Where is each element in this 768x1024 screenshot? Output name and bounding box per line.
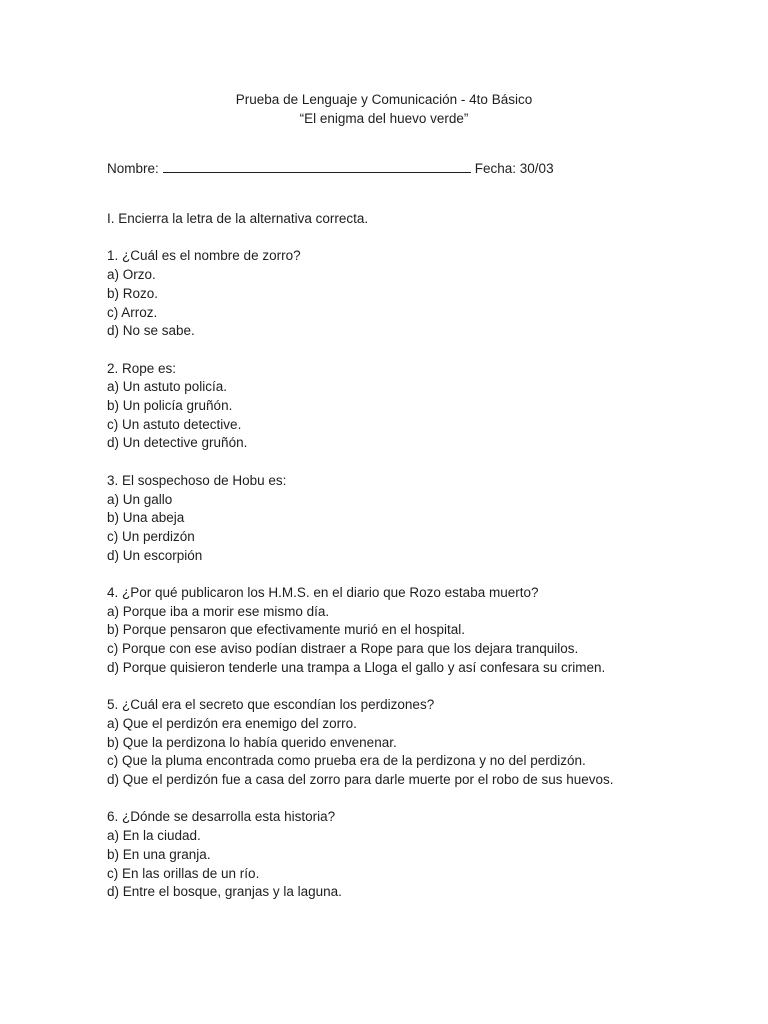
exam-content xyxy=(107,210,614,921)
option-a: a) Un gallo xyxy=(107,491,173,507)
name-blank-line xyxy=(163,159,471,173)
option-c: c) En las orillas de un río. xyxy=(107,865,260,881)
question-text: 3. El sospechoso de Hobu es: xyxy=(107,472,287,488)
date-label: Fecha: 30/03 xyxy=(474,161,554,176)
name-label: Nombre: xyxy=(107,161,159,176)
option-c: c) Un perdizón xyxy=(107,528,195,544)
option-a: a) Porque iba a morir ese mismo día. xyxy=(107,603,330,619)
document-header xyxy=(0,90,768,128)
question-text: 1. ¿Cuál es el nombre de zorro? xyxy=(107,248,301,264)
question-6 xyxy=(107,808,614,902)
option-d: d) Un escorpión xyxy=(107,547,203,563)
option-b: b) Rozo. xyxy=(107,285,159,301)
option-a: a) En la ciudad. xyxy=(107,828,201,844)
question-text: 4. ¿Por qué publicaron los H.M.S. en el diario que Rozo estaba muerto? xyxy=(107,585,539,600)
question-text: 5. ¿Cuál era el secreto que escondían los perdizones? xyxy=(107,697,435,713)
option-a: a) Orzo. xyxy=(107,267,156,283)
option-d: d) No se sabe. xyxy=(107,323,195,339)
question-1 xyxy=(107,247,614,341)
option-b: b) Que la perdizona lo había querido envenenar. xyxy=(107,734,397,750)
question-3 xyxy=(107,472,614,566)
option-b: b) Un policía gruñón. xyxy=(107,398,233,413)
question-text: 6. ¿Dónde se desarrolla esta historia? xyxy=(107,809,336,825)
option-b: b) Porque pensaron que efectivamente murió en el hospital. xyxy=(107,622,465,638)
option-d: d) Que el perdizón fue a casa del zorro para darle muerte por el robo de sus huevos. xyxy=(107,772,614,788)
option-a: a) Que el perdizón era enemigo del zorro. xyxy=(107,715,357,731)
option-c: c) Que la pluma encontrada como prueba era de la perdizona y no del perdizón. xyxy=(107,753,586,769)
student-info-line xyxy=(107,159,554,178)
option-b: b) Una abeja xyxy=(107,510,185,526)
question-text: 2. Rope es: xyxy=(107,360,177,376)
option-b: b) En una granja. xyxy=(107,846,211,862)
option-c: c) Porque con ese aviso podían distraer a Rope para que los dejara tranquilos. xyxy=(107,641,579,657)
document-title: Prueba de Lenguaje y Comunicación - 4to Básico xyxy=(235,92,533,107)
option-d: d) Un detective gruñón. xyxy=(107,435,248,451)
option-c: c) Un astuto detective. xyxy=(107,416,242,432)
instruction-text: I. Encierra la letra de la alternativa correcta. xyxy=(107,211,369,226)
option-d: d) Entre el bosque, granjas y la laguna. xyxy=(107,884,342,900)
document-subtitle: “El enigma del huevo verde” xyxy=(299,111,469,126)
option-c: c) Arroz. xyxy=(107,304,158,320)
question-2 xyxy=(107,360,614,454)
question-4 xyxy=(107,584,614,678)
option-a: a) Un astuto policía. xyxy=(107,379,228,395)
question-5 xyxy=(107,696,614,790)
option-d: d) Porque quisieron tenderle una trampa a Lloga el gallo y así confesara su crimen. xyxy=(107,659,606,675)
